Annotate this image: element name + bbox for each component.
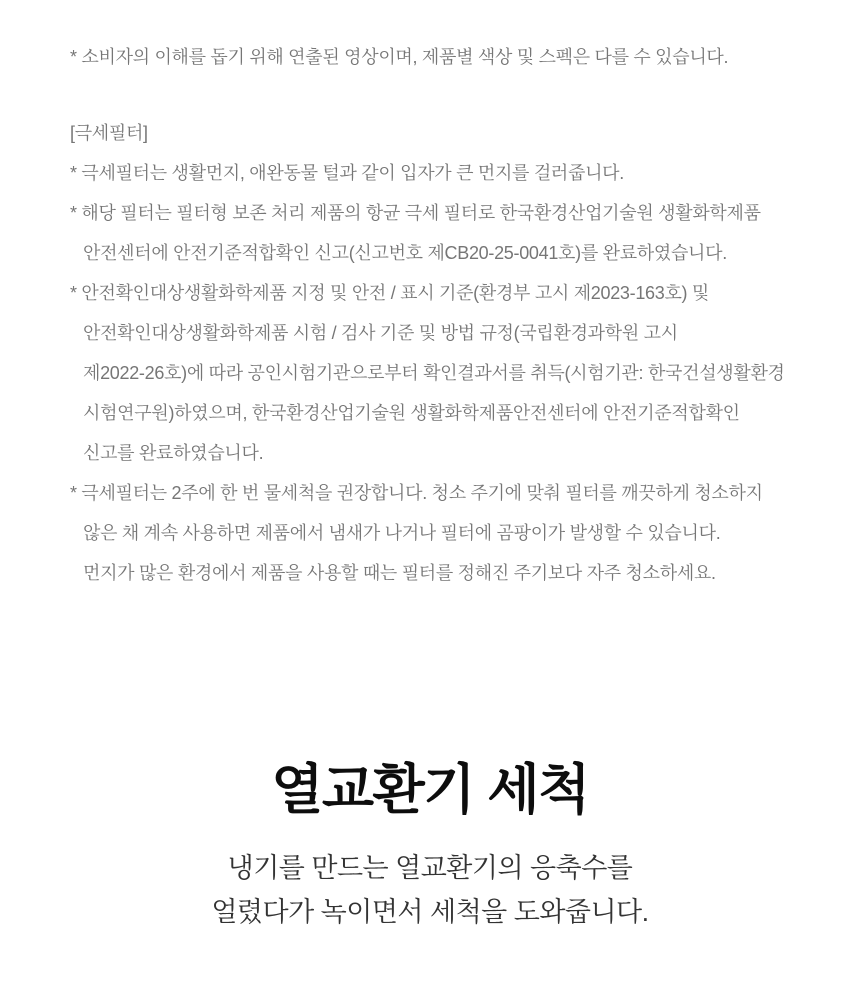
filter-note-line-continuation: 안전센터에 안전기준적합확인 신고(신고번호 제CB20-25-0041호)를 완료하였습니다. <box>83 243 727 263</box>
filter-note-line: * 해당 필터는 필터형 보존 처리 제품의 항균 극세 필터로 한국환경산업기술원 생활화학제품 <box>70 203 761 223</box>
microfiber-filter-notes-section <box>0 113 860 593</box>
heat-exchanger-section-title: 열교환기 세척 <box>271 760 589 820</box>
heat-exchanger-wash-section <box>0 760 860 934</box>
filter-note-line: * 안전확인대상생활화학제품 지정 및 안전 / 표시 기준(환경부 고시 제2023-163호) 및 <box>70 283 710 303</box>
filter-note-line-continuation: 신고를 완료하였습니다. <box>83 443 264 463</box>
heat-exchanger-subtitle-line-1: 냉기를 만드는 열교환기의 응축수를 <box>227 853 633 883</box>
filter-note-line-continuation: 안전확인대상생활화학제품 시험 / 검사 기준 및 방법 규정(국립환경과학원 고시 <box>83 323 678 343</box>
filter-note-line-continuation: 먼지가 많은 환경에서 제품을 사용할 때는 필터를 정해진 주기보다 자주 청소하세요. <box>83 563 716 583</box>
heat-exchanger-subtitle-line-2: 얼렸다가 녹이면서 세척을 도와줍니다. <box>211 897 649 927</box>
filter-note-line-continuation: 않은 채 계속 사용하면 제품에서 냄새가 나거나 필터에 곰팡이가 발생할 수 있습니다. <box>83 523 721 543</box>
filter-section-title: [극세필터] <box>70 123 148 143</box>
filter-note-line: * 극세필터는 2주에 한 번 물세척을 권장합니다. 청소 주기에 맞춰 필터를 깨끗하게 청소하지 <box>70 483 763 503</box>
top-disclaimer-text: * 소비자의 이해를 돕기 위해 연출된 영상이며, 제품별 색상 및 스펙은 다를 수 있습니다. <box>70 47 729 67</box>
top-notice-block <box>0 0 860 77</box>
filter-note-line: * 극세필터는 생활먼지, 애완동물 털과 같이 입자가 큰 먼지를 걸러줍니다. <box>70 163 624 183</box>
filter-note-line-continuation: 제2022-26호)에 따라 공인시험기관으로부터 확인결과서를 취득(시험기관: 한국건설생활환경 <box>83 363 785 383</box>
filter-note-line-continuation: 시험연구원)하였으며, 한국환경산업기술원 생활화학제품안전센터에 안전기준적합확인 <box>83 403 740 423</box>
